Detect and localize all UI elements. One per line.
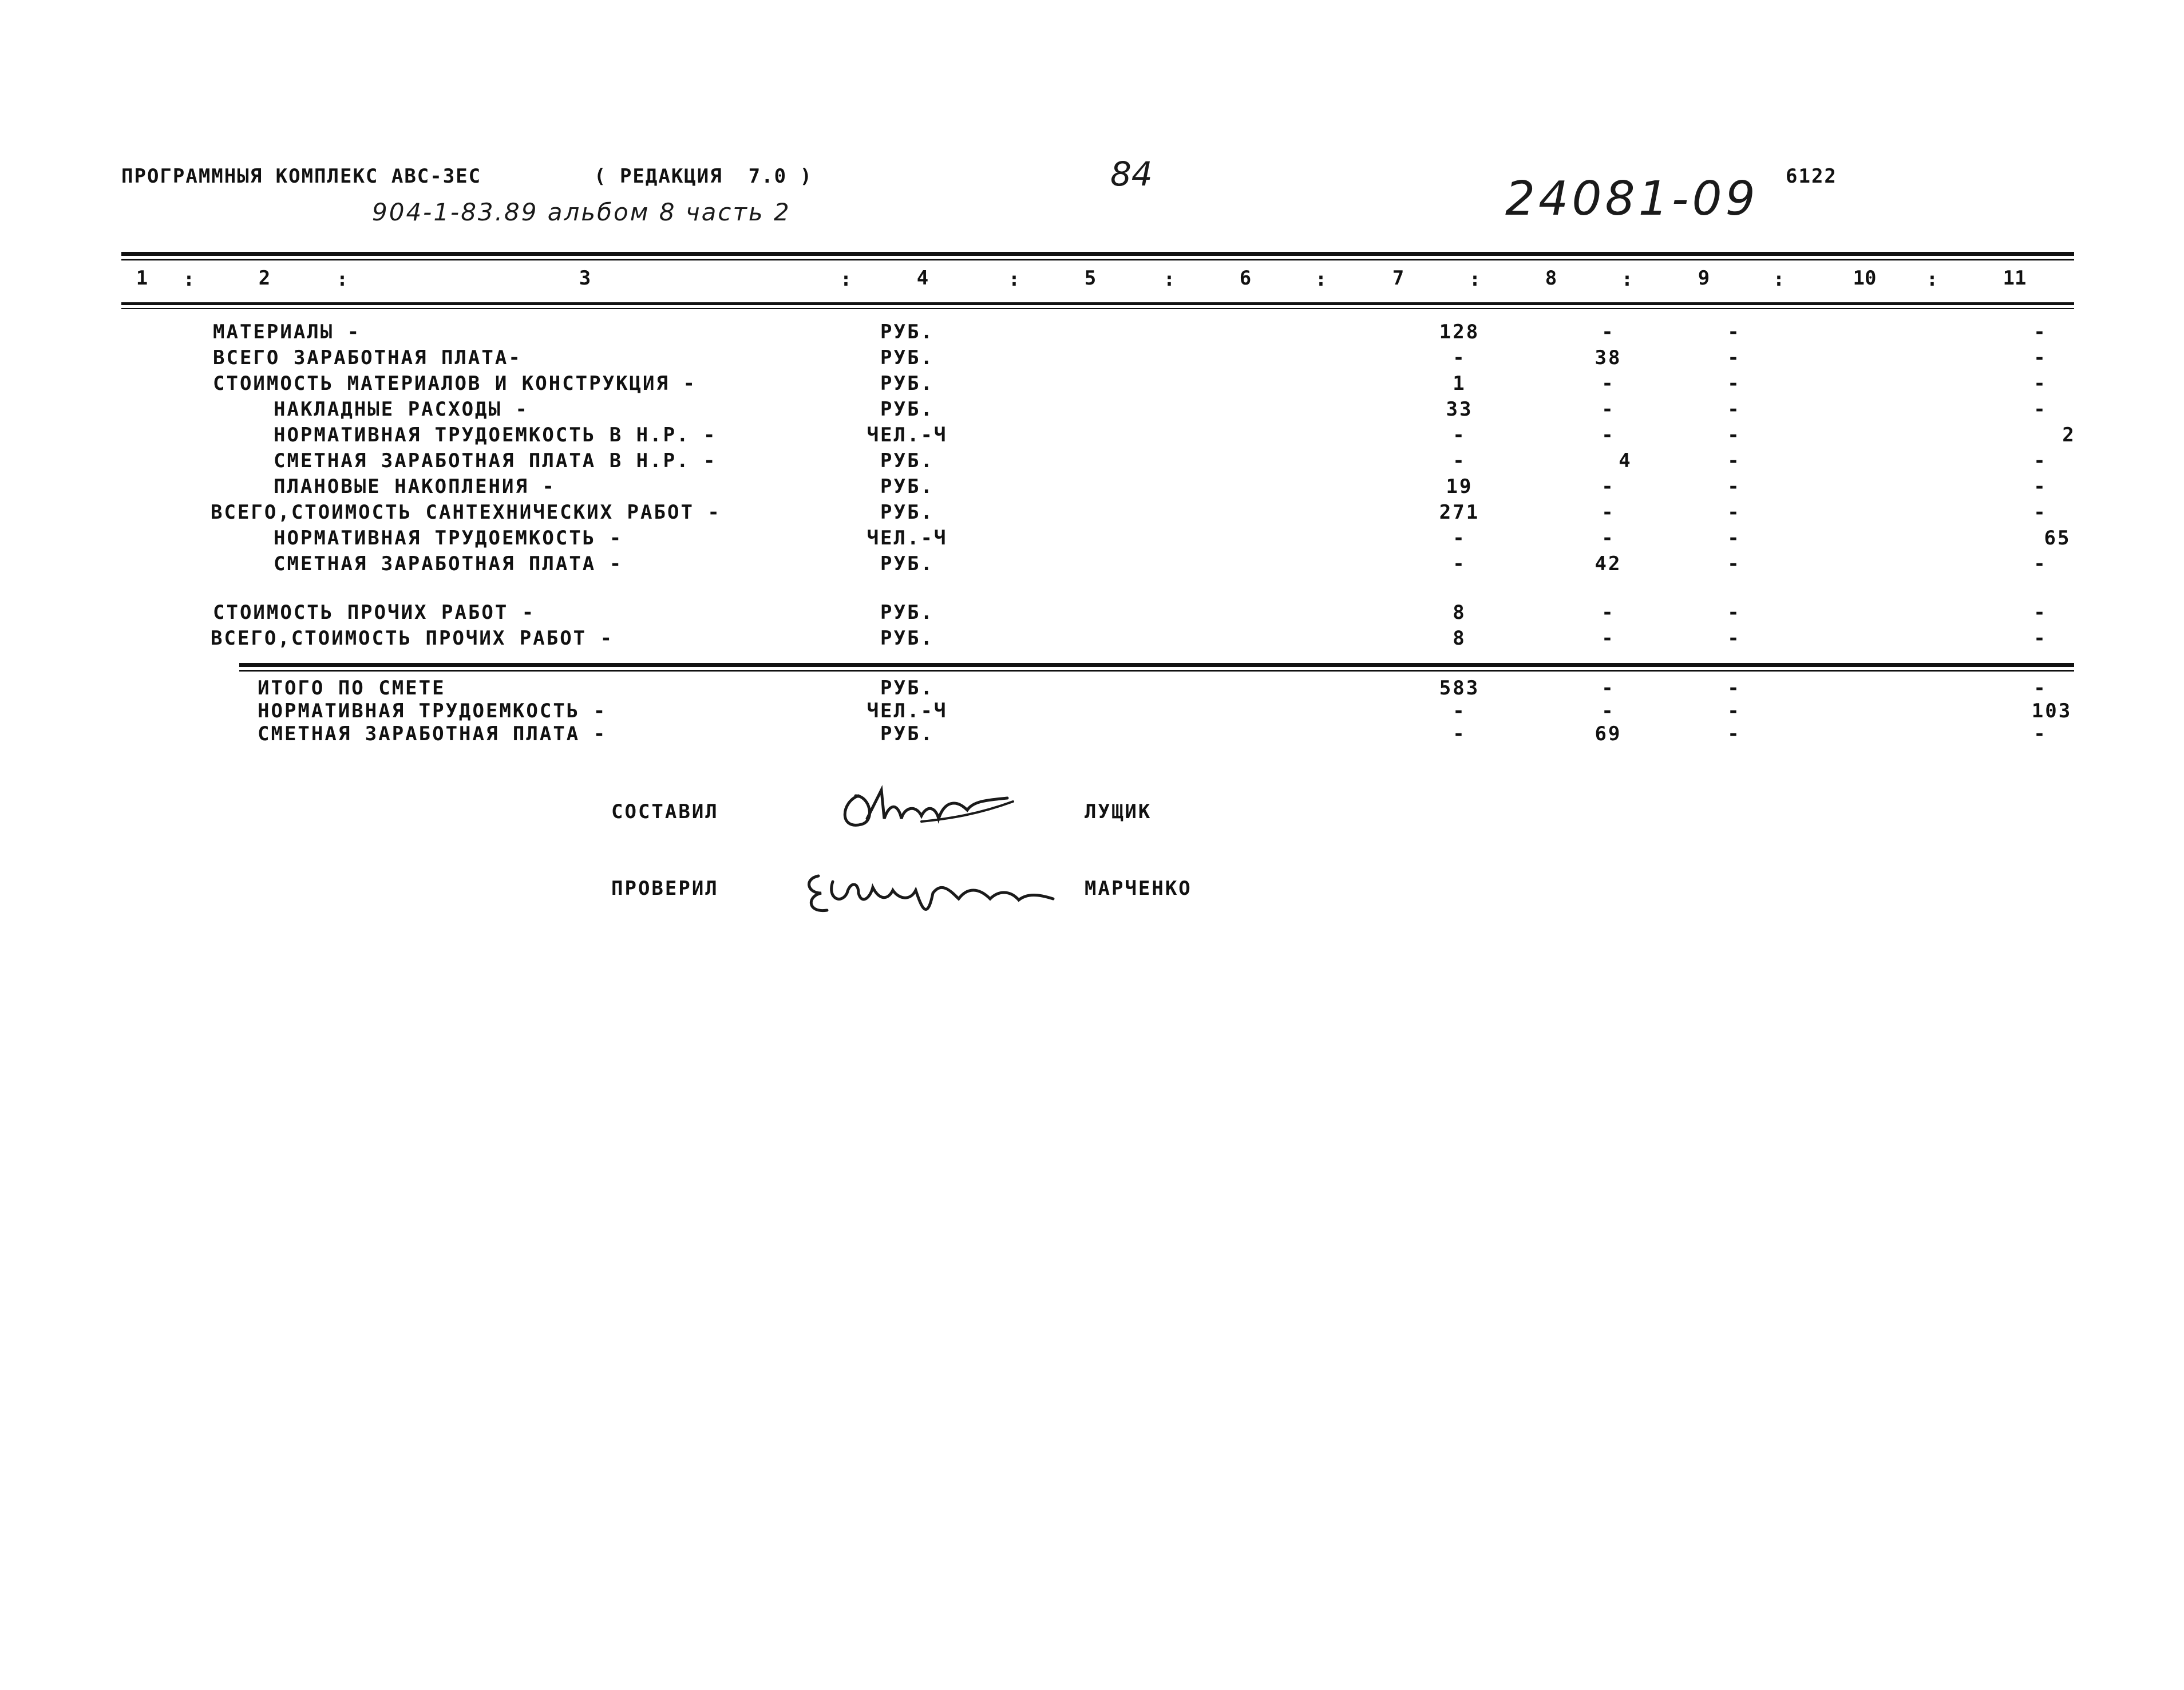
row-col8: 4: [1619, 449, 1632, 472]
row-col8: -: [1601, 700, 1615, 722]
totals-row: [0, 722, 2184, 748]
row-unit: РУБ.: [880, 372, 934, 395]
row-col7: -: [1453, 722, 1466, 745]
table-row: [0, 601, 2184, 626]
page-number: 84: [1110, 155, 1153, 194]
row-col9: -: [1727, 501, 1741, 524]
column-separator: :: [336, 268, 349, 291]
row-col11: -: [2033, 601, 2047, 624]
row-col8: 42: [1595, 552, 1622, 575]
row-description: МАТЕРИАЛЫ -: [213, 321, 361, 343]
row-unit: РУБ.: [880, 722, 934, 745]
row-col11: -: [2033, 372, 2047, 395]
row-col7: -: [1453, 424, 1466, 447]
table-row: [0, 346, 2184, 372]
row-col8: 38: [1595, 346, 1622, 369]
edition-label: ( РЕДАКЦИЯ 7.0 ): [594, 165, 813, 188]
row-col11: 103: [2031, 700, 2072, 722]
row-col7: 128: [1439, 321, 1480, 343]
column-number-10: 10: [1853, 267, 1877, 290]
row-col9: -: [1727, 700, 1741, 722]
row-col8: -: [1601, 677, 1615, 700]
column-separator: :: [1469, 268, 1481, 291]
table-top-rule-thin: [121, 259, 2074, 260]
table-row: [0, 475, 2184, 500]
checked-by-signature: [801, 859, 1065, 933]
row-col9: -: [1727, 398, 1741, 421]
compiled-by-name: ЛУЩИК: [1085, 800, 1152, 823]
row-unit: РУБ.: [880, 398, 934, 421]
column-separator: :: [1008, 268, 1020, 291]
table-top-rule: [121, 252, 2074, 256]
row-unit: РУБ.: [880, 321, 934, 343]
row-col7: 8: [1453, 601, 1466, 624]
row-col7: -: [1453, 552, 1466, 575]
column-number-8: 8: [1545, 267, 1557, 290]
row-description: НОРМАТИВНАЯ ТРУДОЕМКОСТЬ -: [274, 527, 623, 550]
table-row: [0, 501, 2184, 526]
document-code: 6122: [1786, 165, 1837, 188]
row-description: СМЕТНАЯ ЗАРАБОТНАЯ ПЛАТА В Н.Р. -: [274, 449, 717, 472]
checked-by-name: МАРЧЕНКО: [1085, 877, 1192, 900]
row-col11: -: [2033, 677, 2047, 700]
row-col9: -: [1727, 475, 1741, 498]
column-number-7: 7: [1392, 267, 1404, 290]
row-col8: -: [1601, 321, 1615, 343]
row-col7: -: [1453, 346, 1466, 369]
row-description: ВСЕГО ЗАРАБОТНАЯ ПЛАТА-: [213, 346, 522, 369]
row-col8: -: [1601, 475, 1615, 498]
row-unit: РУБ.: [880, 677, 934, 700]
column-number-3: 3: [579, 267, 591, 290]
album-note: 904-1-83.89 альбом 8 часть 2: [372, 198, 791, 226]
row-col8: -: [1601, 627, 1615, 650]
checked-by-label: ПРОВЕРИЛ: [611, 877, 719, 900]
column-separator: :: [1621, 268, 1633, 291]
row-col11: -: [2033, 501, 2047, 524]
row-unit: РУБ.: [880, 449, 934, 472]
table-row: [0, 627, 2184, 652]
row-col8: -: [1601, 501, 1615, 524]
row-col8: -: [1601, 372, 1615, 395]
totals-row: [0, 677, 2184, 702]
row-col9: -: [1727, 372, 1741, 395]
column-header-rule-thin: [121, 308, 2074, 309]
totals-rule: [239, 663, 2074, 667]
row-col7: -: [1453, 527, 1466, 550]
row-description: НОРМАТИВНАЯ ТРУДОЕМКОСТЬ -: [258, 700, 607, 722]
row-col11: -: [2033, 346, 2047, 369]
row-description: СМЕТНАЯ ЗАРАБОТНАЯ ПЛАТА -: [274, 552, 623, 575]
column-number-11: 11: [2003, 267, 2027, 290]
row-col11: -: [2033, 321, 2047, 343]
row-col7: 1: [1453, 372, 1466, 395]
column-separator: :: [1163, 268, 1176, 291]
row-col7: -: [1453, 700, 1466, 722]
row-col9: -: [1727, 527, 1741, 550]
column-separator: :: [1926, 268, 1938, 291]
row-unit: РУБ.: [880, 501, 934, 524]
row-col7: 583: [1439, 677, 1480, 700]
row-col9: -: [1727, 321, 1741, 343]
column-number-1: 1: [136, 267, 148, 290]
program-title: ПРОГРАММНЫЯ КОМПЛЕКС АВС-3ЕС: [121, 165, 482, 188]
row-col7: 33: [1446, 398, 1473, 421]
column-separator: :: [1315, 268, 1327, 291]
row-description: ВСЕГО,СТОИМОСТЬ САНТЕХНИЧЕСКИХ РАБОТ -: [211, 501, 721, 524]
column-number-6: 6: [1239, 267, 1252, 290]
row-unit: ЧЕЛ.-Ч: [867, 527, 948, 550]
column-number-9: 9: [1698, 267, 1710, 290]
table-row: [0, 552, 2184, 578]
column-separator: :: [1772, 268, 1785, 291]
row-unit: РУБ.: [880, 627, 934, 650]
table-row: [0, 372, 2184, 397]
column-separator: :: [840, 268, 852, 291]
row-description: СМЕТНАЯ ЗАРАБОТНАЯ ПЛАТА -: [258, 722, 607, 745]
row-description: НОРМАТИВНАЯ ТРУДОЕМКОСТЬ В Н.Р. -: [274, 424, 717, 447]
row-col11: -: [2033, 722, 2047, 745]
row-col8: -: [1601, 424, 1615, 447]
column-number-2: 2: [258, 267, 271, 290]
row-unit: РУБ.: [880, 601, 934, 624]
row-col9: -: [1727, 601, 1741, 624]
column-number-4: 4: [916, 267, 929, 290]
row-unit: ЧЕЛ.-Ч: [867, 424, 948, 447]
row-col11: -: [2033, 449, 2047, 472]
row-col8: -: [1601, 601, 1615, 624]
row-description: НАКЛАДНЫЕ РАСХОДЫ -: [274, 398, 529, 421]
row-unit: ЧЕЛ.-Ч: [867, 700, 948, 722]
archive-number: 24081-09: [1505, 172, 1759, 226]
row-col9: -: [1727, 722, 1741, 745]
row-col8: 69: [1595, 722, 1622, 745]
row-description: ПЛАНОВЫЕ НАКОПЛЕНИЯ -: [274, 475, 556, 498]
table-row: [0, 424, 2184, 449]
row-col7: 19: [1446, 475, 1473, 498]
totals-rule-thin: [239, 670, 2074, 672]
row-col11: -: [2033, 398, 2047, 421]
table-row: [0, 398, 2184, 423]
row-description: ИТОГО ПО СМЕТЕ: [258, 677, 446, 700]
row-col7: 8: [1453, 627, 1466, 650]
row-col8: -: [1601, 398, 1615, 421]
row-unit: РУБ.: [880, 552, 934, 575]
row-col8: -: [1601, 527, 1615, 550]
row-col9: -: [1727, 346, 1741, 369]
row-col9: -: [1727, 424, 1741, 447]
row-col11: -: [2033, 475, 2047, 498]
totals-row: [0, 700, 2184, 725]
compiled-by-signature: [836, 779, 1024, 842]
row-unit: РУБ.: [880, 475, 934, 498]
table-row: [0, 527, 2184, 552]
table-row: [0, 321, 2184, 346]
row-col11: -: [2033, 627, 2047, 650]
row-col9: -: [1727, 677, 1741, 700]
row-col9: -: [1727, 552, 1741, 575]
column-separator: :: [183, 268, 195, 291]
row-col7: -: [1453, 449, 1466, 472]
row-col11: 65: [2044, 527, 2071, 550]
row-col7: 271: [1439, 501, 1480, 524]
row-col11: -: [2033, 552, 2047, 575]
row-description: ВСЕГО,СТОИМОСТЬ ПРОЧИХ РАБОТ -: [211, 627, 614, 650]
row-col9: -: [1727, 627, 1741, 650]
column-header-rule: [121, 302, 2074, 305]
row-col9: -: [1727, 449, 1741, 472]
row-description: СТОИМОСТЬ МАТЕРИАЛОВ И КОНСТРУКЦИЯ -: [213, 372, 697, 395]
row-col11: 2: [2062, 424, 2076, 447]
column-number-5: 5: [1084, 267, 1097, 290]
compiled-by-label: СОСТАВИЛ: [611, 800, 719, 823]
row-unit: РУБ.: [880, 346, 934, 369]
table-row: [0, 449, 2184, 475]
row-description: СТОИМОСТЬ ПРОЧИХ РАБОТ -: [213, 601, 536, 624]
